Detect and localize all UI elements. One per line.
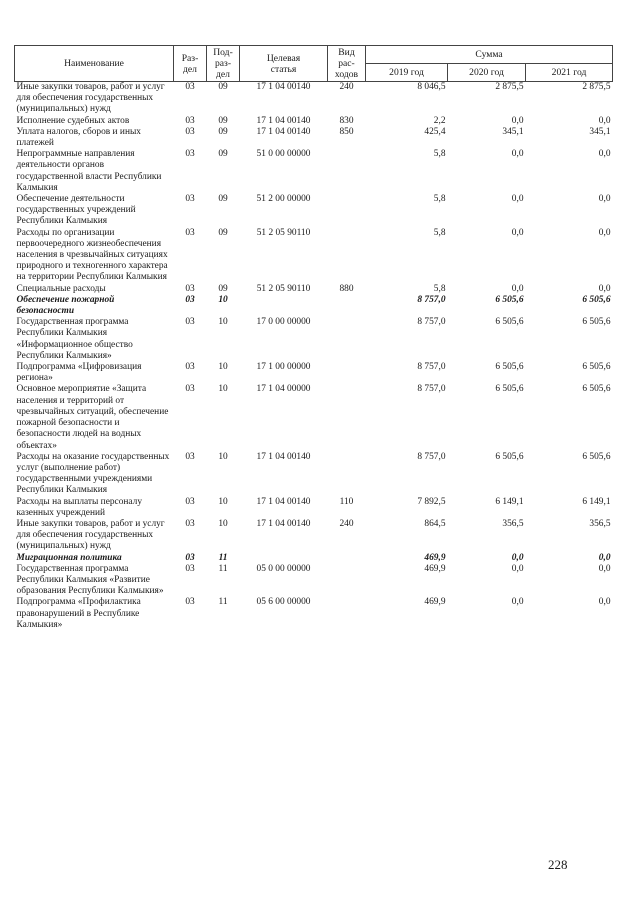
row-razdel: 03 [185, 149, 195, 160]
row-name: Специальные расходы [16, 283, 106, 294]
row-target: 05 6 00 00000 [256, 597, 311, 608]
row-2019: 7 892,5 [417, 496, 446, 507]
row-podrazdel: 10 [218, 451, 228, 462]
row-vid [328, 295, 366, 317]
row-podrazdel: 09 [218, 227, 228, 238]
row-podrazdel: 09 [218, 194, 228, 205]
table-row [15, 564, 613, 598]
header-name: Наименование [15, 46, 174, 82]
header-vid [328, 46, 366, 82]
row-razdel: 03 [185, 563, 195, 574]
row-podrazdel: 11 [218, 563, 228, 574]
row-2021: 6 505,6 [582, 294, 611, 305]
row-2021: 0,0 [598, 227, 611, 238]
row-vid [328, 452, 366, 497]
row-2019: 469,9 [424, 552, 446, 563]
row-razdel: 03 [185, 82, 195, 92]
row-podrazdel: 11 [218, 552, 228, 563]
row-2021: 6 149,1 [582, 496, 611, 507]
row-razdel: 03 [185, 597, 195, 608]
row-target: 17 1 04 00000 [256, 384, 311, 395]
row-vid: 240 [339, 82, 354, 92]
table-row [15, 384, 613, 451]
table-row [15, 317, 613, 362]
row-name: Расходы на оказание государственных услуг (выполнение работ) государственными учреждениями Республики Калмыкия [16, 451, 170, 496]
row-vid [328, 384, 366, 451]
row-target: 17 1 04 00140 [256, 518, 311, 529]
header-2019: 2019 год [366, 64, 448, 82]
table-row [15, 194, 613, 228]
row-2020: 345,1 [502, 126, 524, 137]
header-target-text: Целевая статья [266, 52, 301, 75]
row-2021: 6 505,6 [582, 451, 611, 462]
row-2019: 425,4 [424, 126, 446, 137]
row-2020: 0,0 [511, 115, 524, 126]
row-target: 51 2 00 00000 [256, 194, 311, 205]
row-2021: 356,5 [589, 518, 611, 529]
row-vid: 110 [339, 496, 354, 507]
table-row [15, 228, 613, 284]
row-2019: 469,9 [424, 563, 446, 574]
budget-table [14, 45, 613, 631]
row-2021: 6 505,6 [582, 384, 611, 395]
row-vid [328, 194, 366, 228]
row-2021: 0,0 [598, 283, 611, 294]
row-target: 17 1 04 00140 [256, 496, 311, 507]
row-podrazdel: 10 [218, 518, 228, 529]
row-2021: 6 505,6 [582, 317, 611, 328]
row-razdel: 03 [185, 362, 195, 373]
row-podrazdel: 11 [218, 597, 228, 608]
table-row [15, 519, 613, 553]
row-2021: 0,0 [598, 149, 611, 160]
header-razdel [174, 46, 207, 82]
row-razdel: 03 [185, 126, 195, 137]
row-vid [328, 317, 366, 362]
row-razdel: 03 [185, 194, 195, 205]
row-razdel: 03 [185, 384, 195, 395]
row-name: Обеспечение пожарной безопасности [16, 294, 115, 317]
row-2019: 8 757,0 [417, 294, 446, 305]
table-header [15, 46, 613, 82]
row-target: 17 1 04 00140 [256, 126, 311, 137]
row-target: 17 1 04 00140 [256, 115, 311, 126]
row-2019: 5,8 [433, 194, 446, 205]
row-razdel: 03 [185, 552, 195, 563]
row-2020: 0,0 [511, 149, 524, 160]
row-name: Подпрограмма «Профилактика правонарушений в Республике Калмыкия» [16, 597, 141, 630]
row-podrazdel: 09 [218, 283, 228, 294]
row-2019: 469,9 [424, 597, 446, 608]
row-2019: 8 757,0 [417, 451, 446, 462]
row-2020: 356,5 [502, 518, 524, 529]
row-name: Иные закупки товаров, работ и услуг для обеспечения государственных (муниципальных) нужд [16, 82, 165, 115]
row-2019: 8 757,0 [417, 384, 446, 395]
row-razdel: 03 [185, 496, 195, 507]
row-2020: 0,0 [511, 552, 524, 563]
row-name: Непрограммные направления деятельности органов государственной власти Республики Калмыкия [16, 149, 162, 193]
row-name: Государственная программа Республики Калмыкия «Развитие образования Республики Калмыкия» [16, 563, 164, 597]
row-name: Расходы на выплаты персоналу казенных учреждений [16, 496, 143, 518]
row-podrazdel: 10 [218, 496, 228, 507]
row-name: Уплата налогов, сборов и иных платежей [16, 126, 141, 149]
row-2019: 8 046,5 [417, 82, 446, 92]
row-2020: 6 505,6 [495, 294, 524, 305]
row-podrazdel: 10 [218, 317, 228, 328]
table-row [15, 149, 613, 194]
row-podrazdel: 10 [218, 384, 228, 395]
row-target: 51 0 00 00000 [256, 149, 311, 160]
row-target: 17 1 04 00140 [256, 451, 311, 462]
row-name: Иные закупки товаров, работ и услуг для обеспечения государственных (муниципальных) нужд [16, 518, 165, 552]
header-2021: 2021 год [526, 64, 613, 82]
row-name: Государственная программа Республики Калмыкия «Информационное общество Республики Калмыкия» [16, 317, 133, 361]
row-target: 51 2 05 90110 [256, 283, 311, 294]
row-podrazdel: 09 [218, 115, 228, 126]
row-podrazdel: 09 [218, 149, 228, 160]
row-2021: 6 505,6 [582, 362, 611, 373]
row-razdel: 03 [185, 451, 195, 462]
row-target [240, 553, 328, 564]
row-2019: 5,8 [433, 149, 446, 160]
row-2020: 0,0 [511, 563, 524, 574]
row-2021: 0,0 [598, 552, 611, 563]
row-2021: 0,0 [598, 194, 611, 205]
row-razdel: 03 [185, 294, 195, 305]
row-2020: 6 505,6 [495, 451, 524, 462]
table-row [15, 127, 613, 149]
row-vid [328, 149, 366, 194]
row-podrazdel: 09 [218, 82, 228, 92]
row-2019: 2,2 [433, 115, 446, 126]
table-row [15, 82, 613, 116]
row-vid [328, 553, 366, 564]
row-2019: 8 757,0 [417, 317, 446, 328]
row-podrazdel: 10 [218, 294, 228, 305]
row-2020: 0,0 [511, 194, 524, 205]
row-name: Расходы по организации первоочередного жизнеобеспечения населения в чрезвычайных ситуациях природного и техногенного характера на территории Республики Калмыкия [16, 227, 168, 283]
row-2019: 5,8 [433, 283, 446, 294]
header-sum: Сумма [366, 46, 613, 64]
row-2021: 345,1 [589, 126, 611, 137]
header-razdel-text: Раз- дел [181, 52, 199, 75]
header-podrazdel [207, 46, 240, 82]
row-2020: 0,0 [511, 597, 524, 608]
table-row [15, 597, 613, 631]
row-podrazdel: 09 [218, 126, 228, 137]
row-vid [328, 362, 366, 384]
row-razdel: 03 [185, 518, 195, 529]
table-row [15, 362, 613, 384]
table-row [15, 116, 613, 127]
row-target: 51 2 05 90110 [256, 227, 311, 238]
row-2021: 0,0 [598, 597, 611, 608]
table-row [15, 284, 613, 295]
row-razdel: 03 [185, 227, 195, 238]
row-2020: 6 505,6 [495, 362, 524, 373]
header-2020: 2020 год [448, 64, 526, 82]
row-name: Подпрограмма «Цифровизация региона» [16, 362, 142, 384]
row-2019: 864,5 [424, 518, 446, 529]
row-vid [328, 228, 366, 284]
row-razdel: 03 [185, 115, 195, 126]
table-row [15, 452, 613, 497]
page-number: 228 [548, 857, 568, 872]
row-target: 17 1 00 00000 [256, 362, 311, 373]
row-2020: 6 505,6 [495, 317, 524, 328]
table-row [15, 497, 613, 519]
table-body [15, 82, 613, 631]
header-target [240, 46, 328, 82]
row-name: Исполнение судебных актов [16, 115, 130, 126]
row-target [240, 295, 328, 317]
row-razdel: 03 [185, 283, 195, 294]
row-2020: 6 149,1 [495, 496, 524, 507]
row-name: Миграционная политика [16, 552, 122, 563]
row-2020: 2 875,5 [495, 82, 524, 92]
row-vid: 880 [339, 283, 354, 294]
row-target: 05 0 00 00000 [256, 563, 311, 574]
row-vid [328, 564, 366, 598]
row-name: Основное мероприятие «Защита населения и территорий от чрезвычайных ситуаций, обеспечение пожарной безопасности и безопасности людей на водных объектах» [16, 384, 169, 451]
row-2019: 8 757,0 [417, 362, 446, 373]
row-vid: 850 [339, 126, 354, 137]
row-2021: 0,0 [598, 563, 611, 574]
row-vid: 240 [339, 518, 354, 529]
table-row [15, 553, 613, 564]
table-row [15, 295, 613, 317]
row-target: 17 1 04 00140 [256, 82, 311, 92]
row-vid: 830 [339, 115, 354, 126]
row-target: 17 0 00 00000 [256, 317, 311, 328]
row-name: Обеспечение деятельности государственных учреждений Республики Калмыкия [16, 194, 136, 227]
row-2021: 2 875,5 [582, 82, 611, 92]
row-podrazdel: 10 [218, 362, 228, 373]
row-razdel: 03 [185, 317, 195, 328]
header-vid-text: Вид рас- ходов [334, 47, 359, 80]
row-2020: 0,0 [511, 227, 524, 238]
row-2021: 0,0 [598, 115, 611, 126]
row-2019: 5,8 [433, 227, 446, 238]
row-vid [328, 597, 366, 631]
row-2020: 0,0 [511, 283, 524, 294]
header-podrazdel-text: Под- раз- дел [213, 47, 233, 80]
row-2020: 6 505,6 [495, 384, 524, 395]
